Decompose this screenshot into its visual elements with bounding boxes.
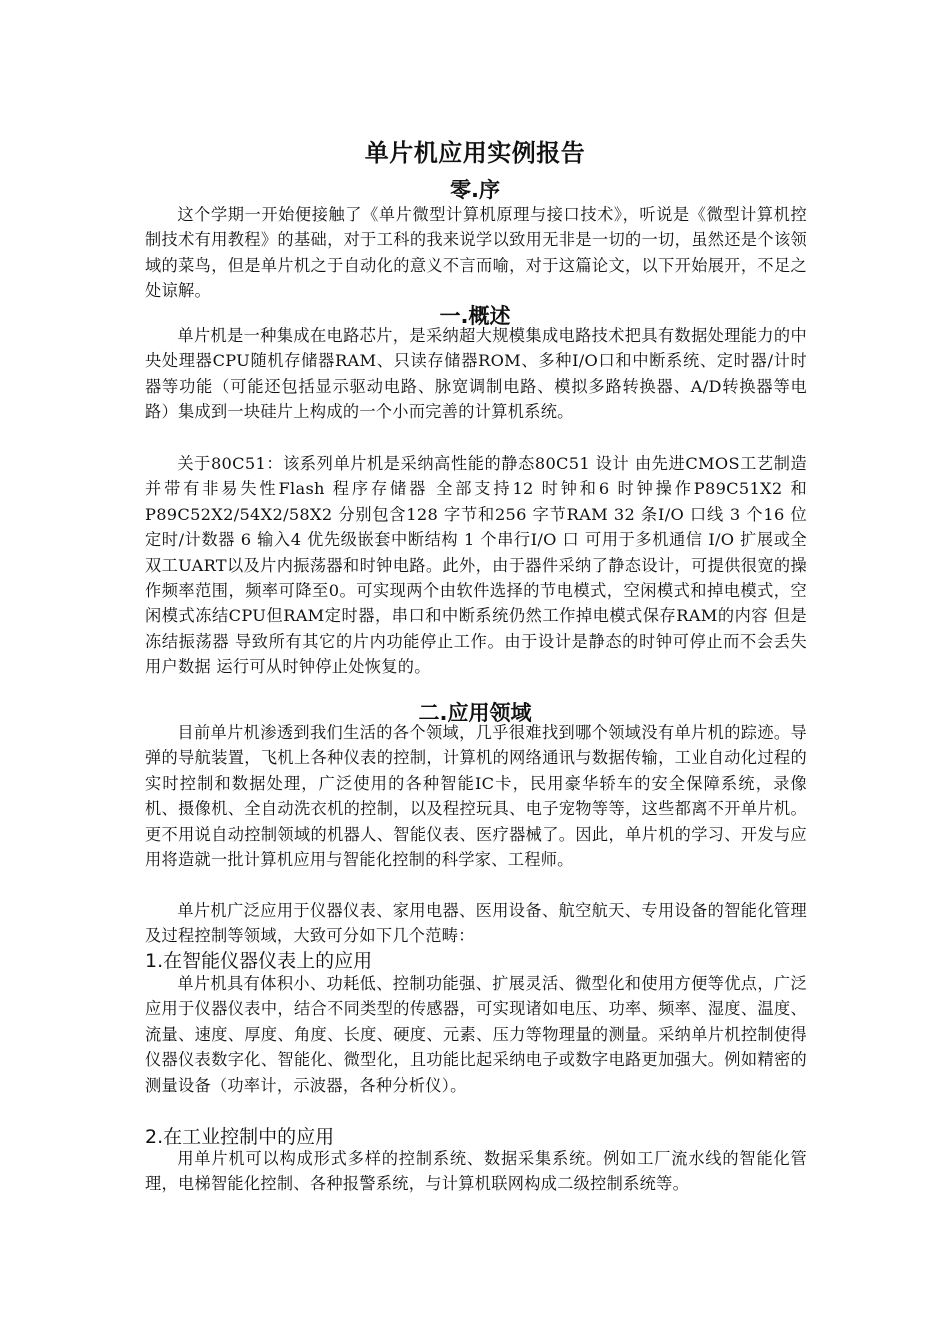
paragraph-instruments: 单片机具有体积小、功耗低、控制功能强、扩展灵活、微型化和使用方便等优点，广泛应用于仪器仪表中，结合不同类型的传感器，可实现诸如电压、功率、频率、湿度、温度、流量、速度、厚度、角度、长度、硬度、元素、压力等物理量的测量。采纳单片机控制使得仪器仪表数字化、智能化、微型化，且功能比起采纳电子或数字电路更加强大。例如精密的测量设备（功率计，示波器，各种分析仪）。 [145, 974, 807, 1095]
paragraph-overview-1: 单片机是一种集成在电路芯片，是采纳超大规模集成电路技术把具有数据处理能力的中央处理器CPU随机存储器RAM、只读存储器ROM、多种I/O口和中断系统、定时器/计时器等功能（可能还包括显示驱动电路、脉宽调制电路、模拟多路转换器、A/D转换器等电路）集成到一块硅片上构成的一个小而完善的计算机系统。 [145, 326, 807, 422]
paragraph-applications-1: 目前单片机渗透到我们生活的各个领域，几乎很难找到哪个领域没有单片机的踪迹。导弹的导航装置，飞机上各种仪表的控制，计算机的网络通讯与数据传输，工业自动化过程的实时控制和数据处理，广泛使用的各种智能IC卡，民用豪华轿车的安全保障系统，录像机、摄像机、全自动洗衣机的控制，以及程控玩具、电子宠物等等，这些都离不开单片机。更不用说自动控制领域的机器人、智能仪表、医疗器械了。因此，单片机的学习、开发与应用将造就一批计算机应用与智能化控制的科学家、工程师。 [145, 723, 807, 870]
heading-preface: 零.序 [450, 178, 500, 202]
document-title: 单片机应用实例报告 [364, 139, 586, 167]
paragraph-applications-2: 单片机广泛应用于仪器仪表、家用电器、医用设备、航空航天、专用设备的智能化管理及过程控制等领域，大致可分如下几个范畴： [145, 901, 807, 946]
heading-overview: 一.概述 [439, 304, 511, 328]
subheading-instruments: 1.在智能仪器仪表上的应用 [145, 950, 373, 972]
heading-applications: 二.应用领域 [418, 701, 532, 725]
paragraph-industrial-control: 用单片机可以构成形式多样的控制系统、数据采集系统。例如工厂流水线的智能化管理，电梯智能化控制、各种报警系统，与计算机联网构成二级控制系统等。 [145, 1149, 807, 1194]
paragraph-overview-2: 关于80C51：该系列单片机是采纳高性能的静态80C51 设计 由先进CMOS工艺制造并带有非易失性Flash 程序存储器 全部支持12 时钟和6 时钟操作P89C51X2 和P89C52X2/54X2/58X2 分别包含128 字节和256 字节RAM 32 条I/O 口线 3 个16 位定时/计数器 6 输入4 优先级嵌套中断结构 1 个串行I/O 口 可用于多机通信 I/O 扩展或全双工UART以及片内振荡器和时钟电路。此外，由于器件采纳了静态设计，可提供很宽的操作频率范围，频率可降至0。可实现两个由软件选择的节电模式，空闲模式和掉电模式，空闲模式冻结CPU但RAM定时器，串口和中断系统仍然工作掉电模式保存RAM的内容 但是冻结振荡器 导致所有其它的片内功能停止工作。由于设计是静态的时钟可停止而不会丢失用户数据 运行可从时钟停止处恢复的。 [145, 454, 807, 677]
subheading-industrial-control: 2.在工业控制中的应用 [145, 1126, 335, 1148]
paragraph-preface: 这个学期一开始便接触了《单片微型计算机原理与接口技术》，听说是《微型计算机控制技术有用教程》的基础，对于工科的我来说学以致用无非是一切的一切，虽然还是个该领域的菜鸟，但是单片机之于自动化的意义不言而喻，对于这篇论文，以下开始展开，不足之处谅解。 [145, 205, 807, 301]
